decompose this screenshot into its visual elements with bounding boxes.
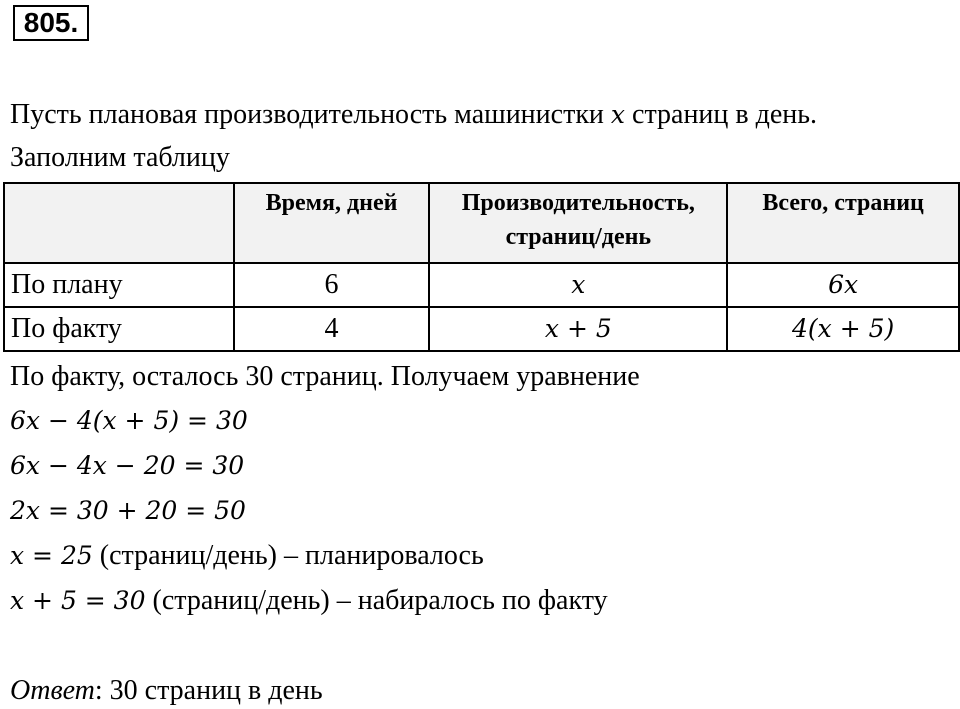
fact-total: 4(x + 5) [792, 314, 895, 343]
fill-table-text: Заполним таблицу [10, 142, 230, 173]
table-header-row [4, 183, 959, 263]
data-table [3, 182, 960, 352]
table-row [4, 307, 959, 351]
fact-time: 4 [234, 307, 430, 351]
plan-rate: x [571, 270, 586, 299]
fact-text: По факту, осталось 30 страниц. Получаем уравнение [10, 361, 640, 392]
header-productivity-line1: Производительность, [461, 190, 695, 216]
header-empty-cell [4, 183, 234, 263]
result-actual-math: x + 5 = 30 [10, 586, 146, 615]
header-productivity [429, 183, 727, 263]
problem-number: 805. [13, 5, 89, 41]
answer-label: Ответ [10, 675, 95, 706]
equation-3: 2x = 30 + 20 = 50 [10, 496, 246, 525]
header-time: Время, дней [234, 183, 430, 263]
result-planned-text: (страниц/день) – планировалось [92, 540, 484, 571]
plan-time: 6 [234, 263, 430, 307]
answer-line [10, 674, 323, 708]
result-planned-math: x = 25 [10, 541, 93, 570]
equation-1: 6x − 4(x + 5) = 30 [10, 406, 248, 435]
row-label-fact: По факту [4, 307, 234, 351]
intro-text-before: Пусть плановая производительность машинистки [10, 99, 611, 130]
intro-variable: x [610, 100, 626, 129]
equation-2: 6x − 4x − 20 = 30 [10, 451, 245, 480]
fact-rate: x + 5 [544, 314, 612, 343]
result-planned-line [10, 539, 484, 573]
answer-text: : 30 страниц в день [94, 675, 323, 706]
plan-total: 6x [828, 270, 859, 299]
result-actual-line [10, 584, 608, 618]
intro-line [10, 98, 817, 132]
table-row [4, 263, 959, 307]
row-label-plan: По плану [4, 263, 234, 307]
intro-text-after: страниц в день. [625, 99, 818, 130]
header-total: Всего, страниц [727, 183, 959, 263]
header-productivity-line2: страниц/день [505, 224, 652, 250]
result-actual-text: (страниц/день) – набиралось по факту [145, 585, 608, 616]
